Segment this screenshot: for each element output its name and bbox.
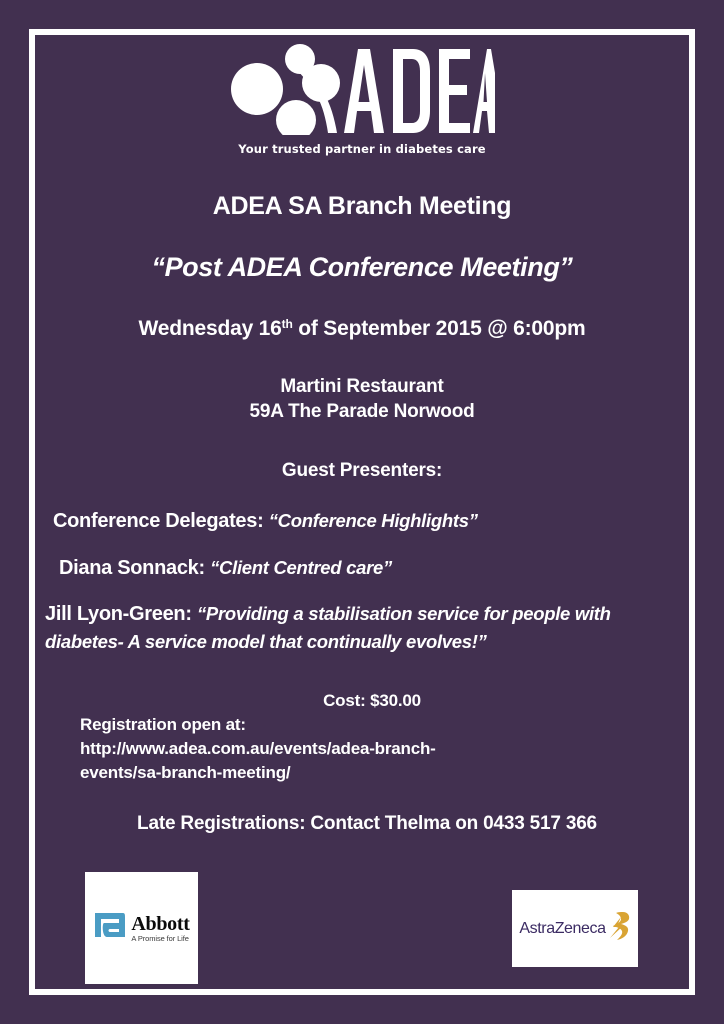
registration-url-line-2[interactable]: events/sa-branch-meeting/ — [80, 762, 291, 782]
event-date-ordinal: th — [281, 317, 293, 331]
abbott-text-block — [131, 914, 189, 943]
registration-open-label: Registration open at: — [80, 714, 246, 734]
presenter-topic: “Client Centred care” — [210, 556, 392, 578]
presenter-topic: “Providing a stabilisation service for people with diabetes- A service model that continually evolves!” — [45, 603, 611, 652]
abbott-wordmark: Abbott — [131, 912, 190, 935]
presenter-name: Diana Sonnack: — [59, 556, 205, 579]
presenter-name: Jill Lyon-Green: — [45, 603, 192, 626]
presenter-item — [35, 508, 689, 536]
abbott-a-mark-icon — [93, 911, 127, 946]
late-registrations-contact: Late Registrations: Contact Thelma on 0433 517 366 — [137, 812, 597, 834]
presenter-topic: “Conference Highlights” — [268, 510, 478, 532]
abbott-logo-lockup — [93, 911, 189, 946]
adea-logo-tagline: Your trusted partner in diabetes care — [238, 142, 486, 156]
venue-name: Martini Restaurant — [280, 376, 444, 397]
presenter-item — [35, 555, 689, 583]
guest-presenters-heading: Guest Presenters: — [281, 460, 443, 482]
event-datetime — [35, 317, 689, 341]
venue-address: 59A The Parade Norwood — [249, 401, 475, 423]
registration-info — [35, 713, 689, 785]
event-cost: Cost: $30.00 — [323, 690, 421, 710]
astrazeneca-wordmark: AstraZeneca — [519, 919, 606, 937]
astrazeneca-logo-lockup — [519, 911, 630, 946]
page-title: ADEA SA Branch Meeting — [212, 192, 512, 220]
event-venue — [35, 374, 689, 424]
presenter-item — [35, 601, 689, 656]
event-date-suffix: of September 2015 @ 6:00pm — [292, 317, 586, 340]
sponsor-logo-astrazeneca — [512, 890, 638, 967]
adea-logo-icon — [227, 43, 497, 135]
presenters-list — [35, 508, 689, 656]
presenter-name: Conference Delegates: — [53, 510, 264, 533]
adea-logo-block — [35, 35, 689, 156]
page-subtitle: “Post ADEA Conference Meeting” — [151, 252, 573, 282]
registration-url-line-1[interactable]: http://www.adea.com.au/events/adea-branch- — [80, 738, 436, 758]
abbott-slogan: A Promise for Life — [131, 933, 189, 943]
poster-content — [35, 35, 689, 989]
sponsor-logos — [35, 855, 689, 989]
astrazeneca-ribbon-icon — [607, 911, 631, 946]
event-date-prefix: Wednesday 16 — [138, 317, 282, 340]
sponsor-logo-abbott — [85, 872, 198, 984]
